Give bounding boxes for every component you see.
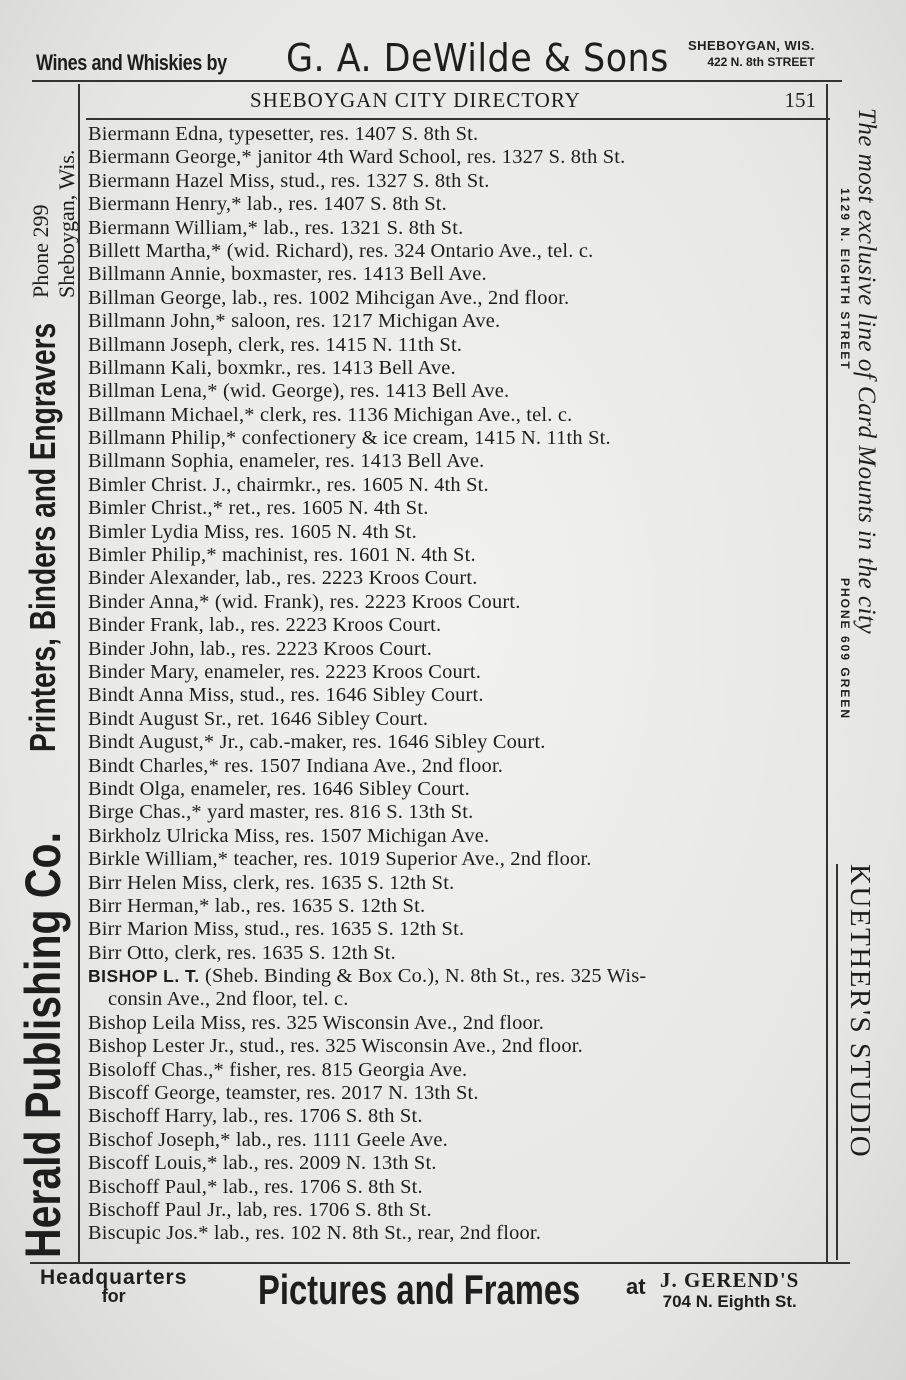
top-ad-firm: G. A. DeWilde & Sons bbox=[286, 36, 669, 80]
directory-entry: Bishop Leila Miss, res. 325 Wisconsin Ave., 2nd floor. bbox=[88, 1011, 545, 1034]
directory-entry: Birr Otto, clerk, res. 1635 S. 12th St. bbox=[88, 941, 396, 964]
directory-entry: Birkle William,* teacher, res. 1019 Superior Ave., 2nd floor. bbox=[88, 848, 592, 871]
bottom-ad-product: Pictures and Frames bbox=[258, 1266, 581, 1313]
running-header bbox=[88, 88, 828, 114]
directory-entry-bold bbox=[88, 965, 828, 988]
right-ad-slogan: The most exclusive line of Card Mounts in the city bbox=[853, 108, 880, 635]
directory-entry: Billman George, lab., res. 1002 Mihcigan Ave., 2nd floor. bbox=[88, 286, 570, 309]
directory-entry: Billmann Philip,* confectionery & ice cream, 1415 N. 11th St. bbox=[88, 427, 611, 450]
top-ad-tagline: Wines and Whiskies by bbox=[36, 50, 227, 75]
directory-entry: Biscupic Jos.* lab., res. 102 N. 8th St., rear, 2nd floor. bbox=[88, 1222, 542, 1245]
directory-entry: Bischof Joseph,* lab., res. 1111 Geele Ave. bbox=[88, 1128, 448, 1151]
directory-entry: Bischoff Harry, lab., res. 1706 S. 8th St. bbox=[88, 1105, 423, 1128]
left-ad-trades: Printers, Binders and Engravers bbox=[22, 322, 63, 752]
directory-entry: Binder Mary, enameler, res. 2223 Kroos Court. bbox=[88, 660, 482, 683]
bottom-ad-at: at bbox=[626, 1274, 646, 1299]
directory-entry: Birr Marion Miss, stud., res. 1635 S. 12th St. bbox=[88, 918, 465, 941]
directory-entry: Binder John, lab., res. 2223 Kroos Court. bbox=[88, 637, 433, 660]
directory-entry: Bindt Anna Miss, stud., res. 1646 Sibley Court. bbox=[88, 684, 484, 707]
bottom-ad-shop bbox=[660, 1270, 799, 1312]
directory-entry: Billmann John,* saloon, res. 1217 Michigan Ave. bbox=[88, 310, 501, 333]
directory-entry: Birr Herman,* lab., res. 1635 S. 12th St. bbox=[88, 894, 426, 917]
directory-entry: Biermann Henry,* lab., res. 1407 S. 8th St. bbox=[88, 193, 447, 216]
directory-entry: Binder Anna,* (wid. Frank), res. 2223 Kroos Court. bbox=[88, 590, 521, 613]
directory-entry: Billman Lena,* (wid. George), res. 1413 Bell Ave. bbox=[88, 380, 510, 403]
bottom-advertisement bbox=[40, 1262, 860, 1322]
directory-entry: Billett Martha,* (wid. Richard), res. 324 Ontario Ave., tel. c. bbox=[88, 239, 594, 262]
left-ad-phone: Phone 299 bbox=[28, 204, 53, 298]
directory-entry: Biermann William,* lab., res. 1321 S. 8th St. bbox=[88, 216, 464, 239]
bottom-ad-headquarters-word: Headquarters bbox=[40, 1266, 188, 1289]
directory-entry: Bimler Christ. J., chairmkr., res. 1605 N. 4th St. bbox=[88, 473, 489, 496]
directory-entry: Bindt August,* Jr., cab.-maker, res. 1646 Sibley Court. bbox=[88, 731, 546, 754]
bottom-ad-headquarters bbox=[40, 1268, 187, 1306]
directory-entry: Bimler Christ.,* ret., res. 1605 N. 4th St. bbox=[88, 497, 429, 520]
page-title: SHEBOYGAN CITY DIRECTORY bbox=[250, 88, 581, 112]
top-advertisement bbox=[30, 30, 880, 82]
directory-entry: Billmann Joseph, clerk, res. 1415 N. 11th St. bbox=[88, 333, 463, 356]
directory-entry: Biermann George,* janitor 4th Ward School, res. 1327 S. 8th St. bbox=[88, 146, 626, 169]
directory-entry: Birkholz Ulricka Miss, res. 1507 Michigan Ave. bbox=[88, 824, 490, 847]
bold-entry-detail: (Sheb. Binding & Box Co.), N. 8th St., res. 325 Wis- bbox=[204, 965, 647, 988]
bottom-ad-shop-address: 704 N. Eighth St. bbox=[662, 1292, 797, 1311]
directory-entries bbox=[88, 123, 828, 1246]
directory-entry: Billmann Annie, boxmaster, res. 1413 Bell Ave. bbox=[88, 263, 487, 286]
page-number: 151 bbox=[784, 88, 816, 112]
top-ad-address bbox=[688, 38, 815, 70]
directory-entry: Birr Helen Miss, clerk, res. 1635 S. 12th St. bbox=[88, 871, 455, 894]
directory-entry: Biermann Edna, typesetter, res. 1407 S. 8th St. bbox=[88, 123, 479, 145]
left-ad-city: Sheboygan, Wis. bbox=[54, 149, 79, 298]
top-ad-city: SHEBOYGAN, WIS. bbox=[688, 38, 815, 53]
right-ad-phone: PHONE 609 GREEN bbox=[838, 578, 852, 721]
directory-entry: Biermann Hazel Miss, stud., res. 1327 S. 8th St. bbox=[88, 169, 490, 192]
right-ad-address: 1129 N. EIGHTH STREET bbox=[838, 188, 852, 371]
directory-entry: Bischoff Paul Jr., lab, res. 1706 S. 8th St. bbox=[88, 1198, 432, 1221]
bottom-ad-shop-name: J. GEREND'S bbox=[660, 1268, 800, 1292]
directory-entry: Bimler Lydia Miss, res. 1605 N. 4th St. bbox=[88, 520, 417, 543]
directory-entry: Biscoff George, teamster, res. 2017 N. 13th St. bbox=[88, 1082, 479, 1105]
directory-entry: Binder Frank, lab., res. 2223 Kroos Court. bbox=[88, 614, 442, 637]
top-ad-street: 422 N. 8th STREET bbox=[707, 55, 815, 69]
directory-entry: Bindt Olga, enameler, res. 1646 Sibley Court. bbox=[88, 777, 470, 800]
directory-entry: Bimler Philip,* machinist, res. 1601 N. 4th St. bbox=[88, 544, 476, 567]
directory-entry-continuation: consin Ave., 2nd floor, tel. c. bbox=[108, 988, 349, 1011]
directory-entry: Bishop Lester Jr., stud., res. 325 Wisconsin Ave., 2nd floor. bbox=[88, 1035, 583, 1058]
directory-entry: Birge Chas.,* yard master, res. 816 S. 13th St. bbox=[88, 801, 474, 824]
header-rule bbox=[86, 118, 830, 120]
directory-entry: Bischoff Paul,* lab., res. 1706 S. 8th St. bbox=[88, 1175, 423, 1198]
right-outer-border bbox=[836, 864, 838, 1260]
bold-entry-name: BISHOP L. T. bbox=[88, 966, 200, 987]
directory-entry: Binder Alexander, lab., res. 2223 Kroos Court. bbox=[88, 567, 478, 590]
left-ad-company: Herald Publishing Co. bbox=[15, 832, 71, 1258]
directory-entry: Bindt August Sr., ret. 1646 Sibley Court. bbox=[88, 707, 429, 730]
bottom-ad-for: for bbox=[101, 1286, 126, 1306]
left-ad-contact bbox=[28, 150, 80, 298]
directory-entry: Biscoff Louis,* lab., res. 2009 N. 13th St. bbox=[88, 1152, 437, 1175]
directory-entry: Billmann Michael,* clerk, res. 1136 Michigan Ave., tel. c. bbox=[88, 403, 573, 426]
directory-entry: Bisoloff Chas.,* fisher, res. 815 Georgia Ave. bbox=[88, 1058, 468, 1081]
directory-entry: Bindt Charles,* res. 1507 Indiana Ave., 2nd floor. bbox=[88, 754, 504, 777]
right-ad-studio: KUETHER'S STUDIO bbox=[844, 864, 876, 1159]
directory-entry: Billmann Sophia, enameler, res. 1413 Bell Ave. bbox=[88, 450, 485, 473]
directory-entry: Billmann Kali, boxmkr., res. 1413 Bell Ave. bbox=[88, 356, 456, 379]
top-rule bbox=[32, 80, 842, 82]
